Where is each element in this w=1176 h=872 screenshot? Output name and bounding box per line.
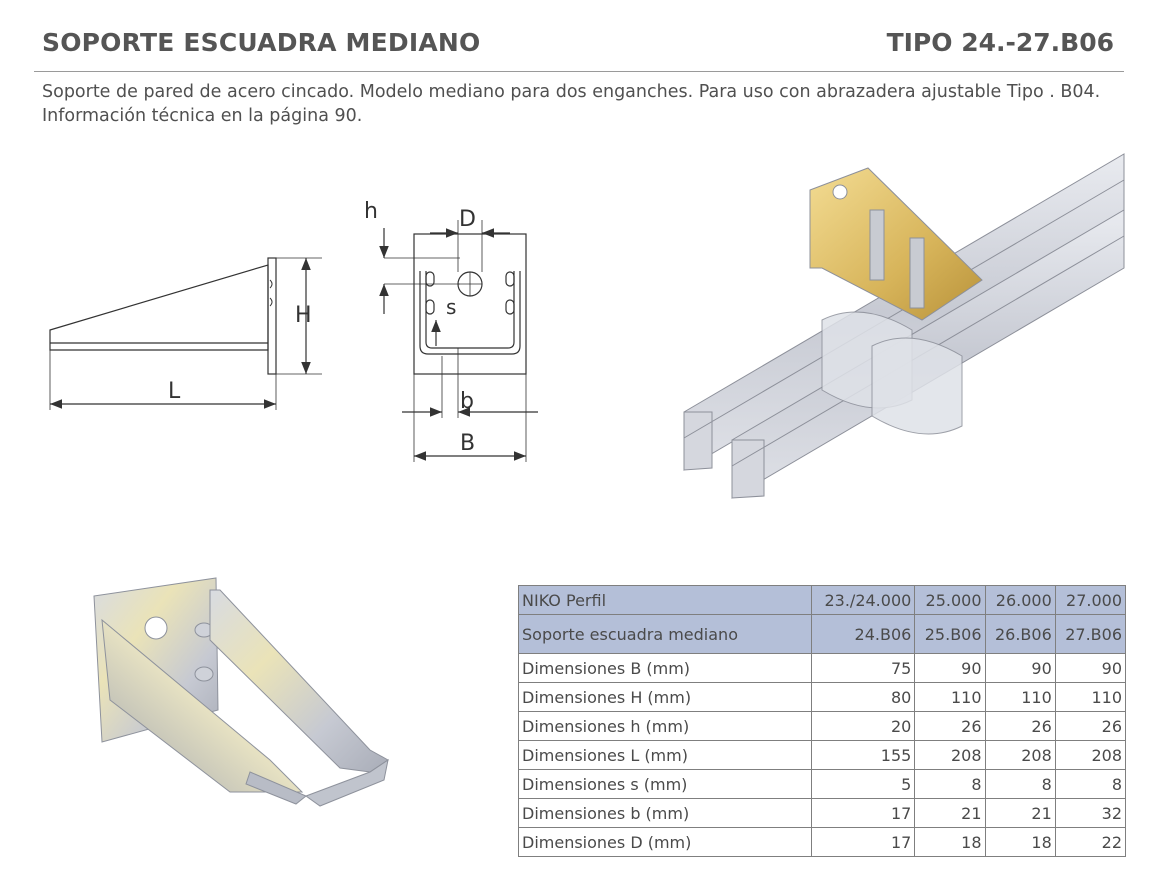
table-cell: 21: [985, 799, 1055, 828]
table-cell: 26: [985, 712, 1055, 741]
header-divider: [34, 71, 1124, 72]
table-cell: 110: [1055, 683, 1125, 712]
table-cell: 17: [812, 799, 915, 828]
table-cell: Dimensiones b (mm): [519, 799, 812, 828]
table-row: [519, 799, 1126, 828]
dim-D-label: D: [459, 207, 476, 232]
table-cell: 5: [812, 770, 915, 799]
table-cell: 26.000: [985, 586, 1055, 615]
table-cell: 208: [1055, 741, 1125, 770]
table-row: [519, 683, 1126, 712]
table-cell: 208: [985, 741, 1055, 770]
table-cell: 90: [915, 654, 985, 683]
table-cell: Dimensiones D (mm): [519, 828, 812, 857]
table-row: [519, 770, 1126, 799]
table-cell: 18: [915, 828, 985, 857]
dim-h-label: h: [364, 199, 378, 224]
dim-B-label: B: [460, 431, 476, 456]
side-view-drawing: [40, 250, 340, 420]
table-cell: 17: [812, 828, 915, 857]
table-cell: 22: [1055, 828, 1125, 857]
table-cell: 27.000: [1055, 586, 1125, 615]
table-row: [519, 654, 1126, 683]
table-cell: 26: [1055, 712, 1125, 741]
table-cell: 8: [915, 770, 985, 799]
table-header-row: [519, 586, 1126, 615]
table-row: [519, 741, 1126, 770]
table-cell: 26.B06: [985, 615, 1055, 654]
table-cell: 8: [985, 770, 1055, 799]
product-title: SOPORTE ESCUADRA MEDIANO: [42, 28, 481, 57]
table-cell: Dimensiones s (mm): [519, 770, 812, 799]
bracket-photo: [70, 560, 400, 820]
dim-b-label: b: [460, 389, 474, 414]
table-cell: 21: [915, 799, 985, 828]
table-cell: 80: [812, 683, 915, 712]
table-cell: Dimensiones H (mm): [519, 683, 812, 712]
spec-table: [518, 585, 1126, 857]
dim-s-label: s: [446, 295, 457, 319]
table-row: [519, 828, 1126, 857]
front-view-drawing: [360, 196, 550, 466]
dim-L-label: L: [168, 379, 181, 404]
table-cell: 32: [1055, 799, 1125, 828]
table-cell: 110: [985, 683, 1055, 712]
table-cell: 25.B06: [915, 615, 985, 654]
table-cell: Dimensiones L (mm): [519, 741, 812, 770]
table-cell: Dimensiones h (mm): [519, 712, 812, 741]
table-cell: 25.000: [915, 586, 985, 615]
table-cell: 110: [915, 683, 985, 712]
table-row: [519, 712, 1126, 741]
table-cell: 8: [1055, 770, 1125, 799]
table-cell: 90: [1055, 654, 1125, 683]
table-cell: 208: [915, 741, 985, 770]
table-cell: NIKO Perfil: [519, 586, 812, 615]
table-cell: 27.B06: [1055, 615, 1125, 654]
table-cell: 24.B06: [812, 615, 915, 654]
table-cell: Soporte escuadra mediano: [519, 615, 812, 654]
table-cell: 23./24.000: [812, 586, 915, 615]
product-description: Soporte de pared de acero cincado. Modelo mediano para dos enganches. Para uso con abrazadera ajustable Tipo . B04. Información técnica en la página 90.: [42, 82, 1101, 126]
table-cell: Dimensiones B (mm): [519, 654, 812, 683]
dim-H-label: H: [295, 303, 312, 328]
table-cell: 20: [812, 712, 915, 741]
rail-assembly-render: [672, 150, 1132, 500]
table-cell: 155: [812, 741, 915, 770]
table-header-row: [519, 615, 1126, 654]
table-cell: 90: [985, 654, 1055, 683]
type-code: TIPO 24.-27.B06: [886, 28, 1114, 57]
table-cell: 26: [915, 712, 985, 741]
table-cell: 75: [812, 654, 915, 683]
table-cell: 18: [985, 828, 1055, 857]
